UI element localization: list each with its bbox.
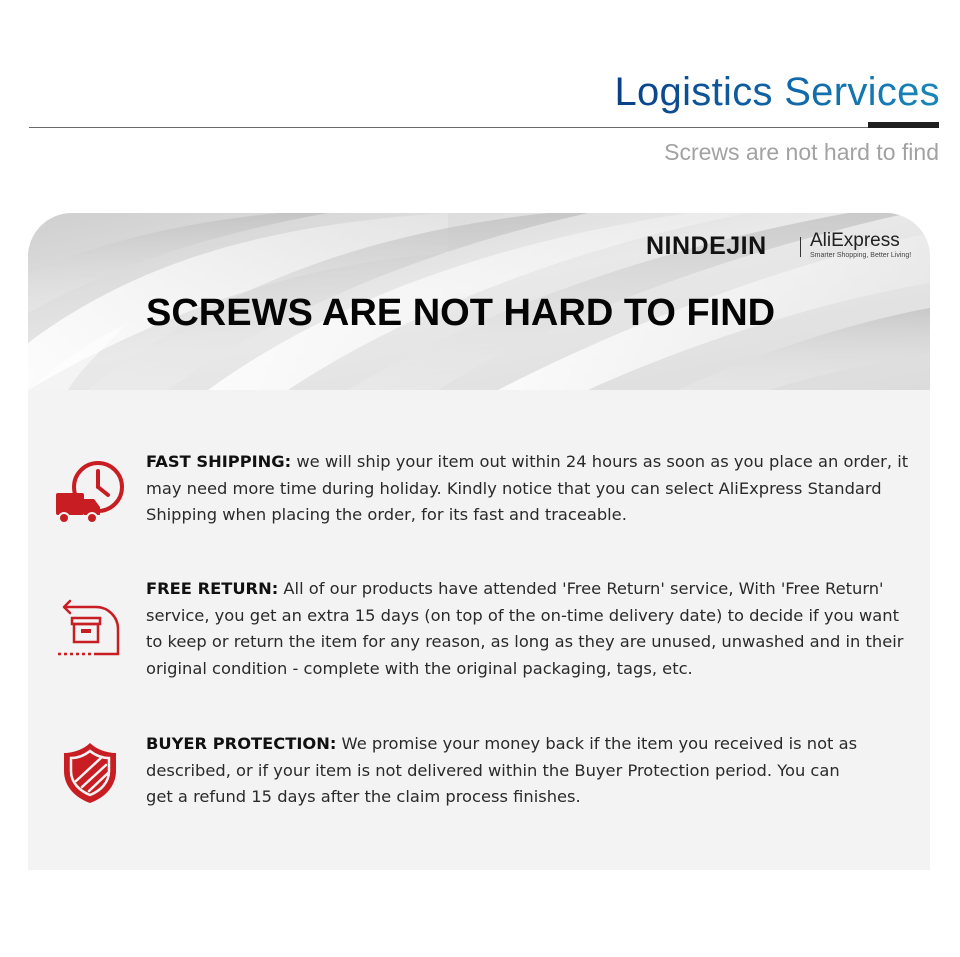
- partner-slogan: Smarter Shopping, Better Living!: [810, 252, 912, 259]
- return-box-icon: [52, 596, 128, 662]
- service-text: we will ship your item out within 24 hours as soon as you place an order, it may need more time during holiday. Kindly notice that you can select AliExpress Standard Shipping when placing the order, for its fast and traceable.: [146, 452, 909, 525]
- service-text: We promise your money back if the item you received is not as described, or if your item is not delivered within the Buyer Protection period. You can get a refund 15 days after the claim process finishes.: [146, 734, 858, 807]
- service-description: [146, 449, 916, 529]
- header-divider: [29, 127, 939, 128]
- delivery-truck-clock-icon: [52, 457, 128, 533]
- service-label: BUYER PROTECTION:: [146, 734, 337, 753]
- service-text: All of our products have attended 'Free Return' service, With 'Free Return' service, you get an extra 15 days (on top of the on-time delivery date) to decide if you want to keep or return the item for any reason, as long as they are unused, unwashed and in their original condition - complete with the original packaging, tags, etc.: [146, 579, 904, 678]
- service-description: [146, 576, 916, 682]
- brand-divider: [800, 237, 801, 257]
- shield-icon: [62, 741, 118, 809]
- banner: [28, 213, 930, 390]
- header-divider-accent: [868, 122, 939, 128]
- page-subtitle: Screws are not hard to find: [664, 139, 939, 165]
- logistics-card: [28, 213, 930, 870]
- brand-name: NINDEJIN: [646, 232, 767, 260]
- page-title: Logistics Services: [614, 70, 940, 114]
- banner-title: SCREWS ARE NOT HARD TO FIND: [146, 292, 776, 334]
- service-description: [146, 731, 866, 811]
- partner-name: AliExpress: [810, 230, 900, 251]
- service-label: FAST SHIPPING:: [146, 452, 292, 471]
- service-label: FREE RETURN:: [146, 579, 279, 598]
- brand-logo: [646, 231, 916, 261]
